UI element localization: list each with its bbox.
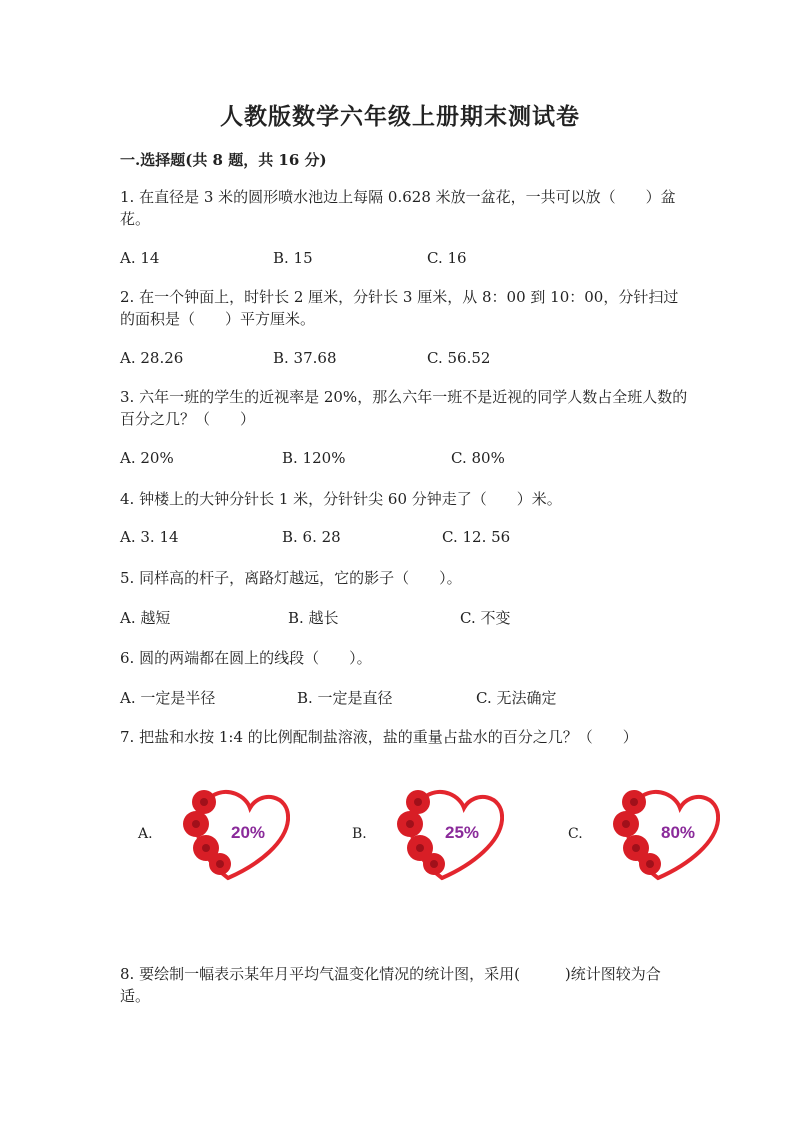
options-q6 [120, 687, 700, 707]
question-2: 2. 在一个钟面上，时针长 2 厘米，分针长 3 厘米，从 8：00 到 10：00，分针扫过的面积是（ ）平方厘米。 [120, 288, 679, 328]
option-b[interactable]: B. 一定是直径 [297, 689, 393, 707]
option-a[interactable]: A. 14 [120, 249, 160, 267]
options-q1 [120, 249, 700, 269]
question-5: 5. 同样高的杆子，离路灯越远，它的影子（ ）。 [120, 569, 462, 587]
option-a[interactable]: A. 3. 14 [120, 528, 179, 546]
heart-flower-icon [150, 780, 290, 890]
heart-option-a[interactable] [138, 780, 298, 890]
option-c[interactable]: C. 无法确定 [476, 689, 557, 707]
section-heading: 一.选择题(共 8 题，共 16 分) [120, 151, 327, 169]
option-b[interactable]: B. 120% [282, 449, 346, 467]
option-c[interactable]: C. 80% [451, 449, 505, 467]
heart-option-b[interactable] [352, 780, 512, 890]
page-title: 人教版数学六年级上册期末测试卷 [220, 103, 580, 130]
question-7: 7. 把盐和水按 1:4 的比例配制盐溶液，盐的重量占盐水的百分之几？（ ） [120, 728, 638, 746]
option-a[interactable]: A. 越短 [120, 609, 171, 627]
percent-value: 80% [660, 823, 696, 842]
heart-flower-icon [364, 780, 504, 890]
heart-flower-icon [580, 780, 720, 890]
option-label: B. [352, 826, 367, 842]
question-4: 4. 钟楼上的大钟分针长 1 米，分针针尖 60 分钟走了（ ）米。 [120, 490, 562, 508]
option-c[interactable]: C. 12. 56 [442, 528, 511, 546]
percent-value: 20% [230, 823, 266, 842]
options-q5 [120, 607, 700, 627]
option-label: A. [138, 826, 153, 842]
option-label: C. [568, 826, 583, 842]
option-b[interactable]: B. 37.68 [273, 349, 337, 367]
option-a[interactable]: A. 20% [120, 449, 174, 467]
option-b[interactable]: B. 15 [273, 249, 313, 267]
option-b[interactable]: B. 越长 [288, 609, 339, 627]
option-c[interactable]: C. 16 [427, 249, 467, 267]
heart-options-q7 [120, 780, 720, 890]
options-q3 [120, 449, 700, 469]
question-8: 8. 要绘制一幅表示某年月平均气温变化情况的统计图，采用( )统计图较为合适。 [120, 965, 661, 1005]
option-c[interactable]: C. 不变 [460, 609, 511, 627]
question-6: 6. 圆的两端都在圆上的线段（ ）。 [120, 649, 372, 667]
option-b[interactable]: B. 6. 28 [282, 528, 341, 546]
option-c[interactable]: C. 56.52 [427, 349, 491, 367]
option-a[interactable]: A. 一定是半径 [120, 689, 216, 707]
question-3: 3. 六年一班的学生的近视率是 20%，那么六年一班不是近视的同学人数占全班人数的百分之几？（ ） [120, 388, 688, 428]
percent-value: 25% [444, 823, 480, 842]
heart-option-c[interactable] [568, 780, 728, 890]
question-1: 1. 在直径是 3 米的圆形喷水池边上每隔 0.628 米放一盆花，一共可以放（ ）盆花。 [120, 188, 676, 228]
option-a[interactable]: A. 28.26 [120, 349, 184, 367]
options-q4 [120, 528, 700, 548]
options-q2 [120, 349, 700, 369]
